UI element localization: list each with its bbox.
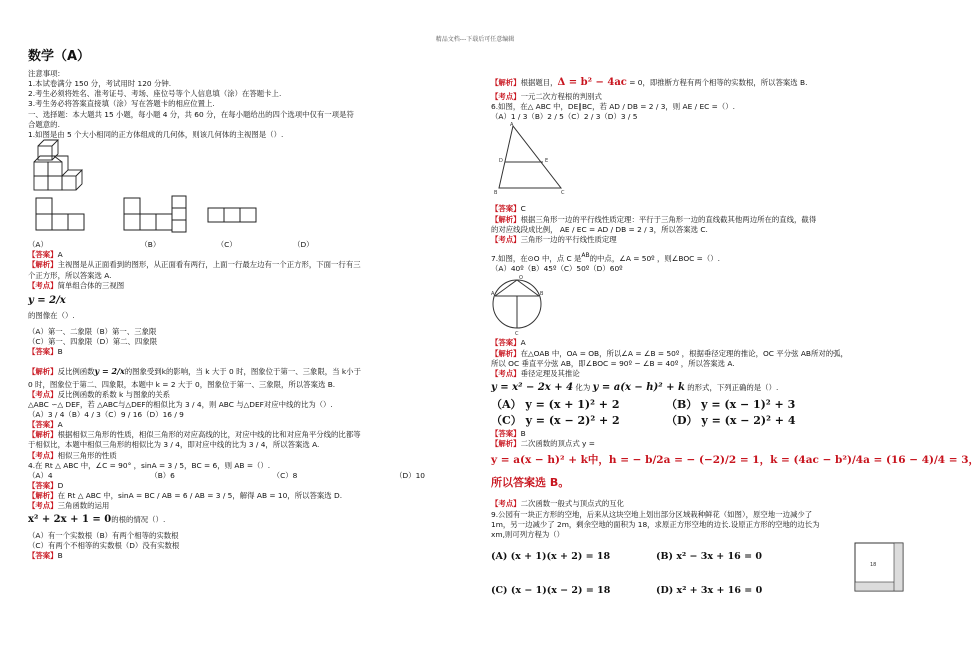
option-b: （B） y = (x − 1)² + 3 xyxy=(666,398,796,412)
right-column xyxy=(491,76,979,608)
label-d: D xyxy=(499,158,503,165)
notes-line: 1.本试卷满分 150 分，考试用时 120 分钟. xyxy=(28,79,172,89)
vertex-form-formula: y = a(x − h)² + k xyxy=(592,382,685,394)
analysis-tag: 【解析】 xyxy=(28,260,58,270)
q6-triangle-figure xyxy=(491,122,591,196)
key-point-tag: 【考点】 xyxy=(491,368,521,378)
analysis-text: 主视图是从正面看到的图形，从正面看有两行，上面一行最左边有一个正方形，下面一行有三 xyxy=(57,260,361,270)
question-stem: 7.如图，在⊙O 中，点 C 是 xyxy=(491,254,582,264)
key-point-text: 三角函数的运用 xyxy=(57,501,110,511)
option-d-figure xyxy=(208,208,256,222)
key-point-tag: 【考点】 xyxy=(28,280,58,290)
page-header: 精品文档---下载后可任意编辑 xyxy=(435,36,515,43)
label-o: O xyxy=(519,275,523,282)
analysis-text: 根据三角形一边的平行线性质定理：平行于三角形一边的直线截其他两边所在的直线，截得 xyxy=(520,214,817,224)
key-point-tag: 【考点】 xyxy=(491,92,521,101)
option-a: （A） y = (x + 1)² + 2 xyxy=(491,398,620,412)
question-options: （A）40º（B）45º（C）50º（D）60º xyxy=(491,264,623,274)
option-a-figure xyxy=(36,198,84,230)
analysis-text: 在 Rt △ ABC 中，sinA = BC / AB = 6 / AB = 3 / 5，解得 AB = 10，所以答案选 D. xyxy=(57,491,343,501)
option-a: （A） xyxy=(28,240,48,250)
answer-tag: 【答案】 xyxy=(491,429,521,439)
option-c: （C） xyxy=(216,240,237,250)
answer-tag: 【答案】 xyxy=(28,550,58,560)
question-stem: 9.公园有一块正方形的空地，后来从这块空地上划出部分区域栽种鲜花（如图），原空地一边减少了 xyxy=(491,509,813,519)
option-d: （D）10 xyxy=(395,470,425,480)
answer-value: A xyxy=(57,250,63,260)
analysis-text: 所以 OC 垂直平分弦 AB，即∠BOC = 90º − ∠B = 40º ，所以答案选 A. xyxy=(491,358,735,368)
option-b-figure xyxy=(124,198,172,230)
answer-tag: 【答案】 xyxy=(28,250,58,260)
key-point-tag: 【考点】 xyxy=(28,450,58,460)
question-stem: △ABC ∽△ DEF，若 △ABC与△DEF的相似比为 3 / 4，则 ABC 与△DEF对应中线的比为（）. xyxy=(28,399,333,409)
left-column xyxy=(28,46,465,561)
answer-tag: 【答案】 xyxy=(28,420,58,430)
label-b: B xyxy=(494,190,498,197)
answer-value: B xyxy=(57,550,63,560)
q2-formula: y = 2/x xyxy=(28,294,66,306)
notes-line: 注意事项: xyxy=(28,69,61,78)
key-point-text: 一元二次方程根的判别式 xyxy=(520,92,602,101)
option-c: （C）8 xyxy=(272,470,298,480)
label-e: E xyxy=(545,158,549,165)
page-title: 数学（A） xyxy=(28,49,91,64)
key-point-text: 简单组合体的三视图 xyxy=(57,280,125,290)
answer-value: A xyxy=(57,420,63,430)
answer-value: B xyxy=(520,429,526,439)
option-d: （D） y = (x − 2)² + 4 xyxy=(666,414,796,428)
option-a: （A）4 xyxy=(28,470,53,480)
notes-line: 合题意的. xyxy=(28,119,60,129)
answer-value: B xyxy=(57,347,63,357)
notes-line: 3.考生务必将答案直接填（涂）写在答题卡的相应位置上. xyxy=(28,99,215,109)
label-b: B xyxy=(540,291,544,298)
question-options: （A）第一、二象限（B）第一、三象限 xyxy=(28,327,157,337)
question-options: （A）3 / 4（B）4 / 3（C）9 / 16（D）16 / 9 xyxy=(28,409,184,419)
analysis-tag: 【解析】 xyxy=(491,439,521,449)
option-d: (D) x² + 3x + 16 = 0 xyxy=(656,584,763,596)
label-c: C xyxy=(561,190,565,197)
analysis-tag: 【解析】 xyxy=(28,491,58,501)
label-a: A xyxy=(491,291,495,298)
analysis-text: 的图象受到k的影响，当 k 大于 0 时，图象位于第一、三象限，当 k小于 xyxy=(124,366,361,376)
analysis-text: = 0，即推断方程有两个相等的实数根，所以答案选 B. xyxy=(626,78,808,87)
option-c-figure xyxy=(172,196,186,232)
question-options: （C）有两个不相等的实数根（D）没有实数根 xyxy=(28,540,180,550)
answer-tag: 【答案】 xyxy=(28,347,58,357)
key-point-text: 反比例函数的系数 k 与图象的关系 xyxy=(57,389,171,399)
analysis-text: 根据相似三角形的性质，相似三角形的对应高线的比，对应中线的比和对应角平分线的比都等 xyxy=(57,430,361,440)
key-point-text: 相似三角形的性质 xyxy=(57,450,117,460)
key-point-tag: 【考点】 xyxy=(28,501,58,511)
analysis-text: 个正方形，所以答案选 A. xyxy=(28,270,112,280)
q1-options xyxy=(28,240,465,250)
question-options: （A）1 / 3（B）2 / 5（C）2 / 3（D）3 / 5 xyxy=(491,112,638,122)
analysis-text: 在△OAB 中，OA = OB，所以∠A = ∠B = 50º ，根据垂径定理的推论，OC 平分弦 AB所对的弧， xyxy=(520,348,848,358)
answer-value: D xyxy=(57,481,64,491)
analysis-text: 根据题目， xyxy=(520,78,558,87)
answer-tag: 【答案】 xyxy=(491,204,521,214)
key-point-tag: 【考点】 xyxy=(491,499,521,509)
question-options: （C）第一、四象限（D）第二、四象限 xyxy=(28,337,158,347)
analysis-tag: 【解析】 xyxy=(28,366,58,376)
question-stem: 的中点，∠A = 50º ，则∠BOC =（）. xyxy=(589,254,721,264)
analysis-text: 反比例函数 xyxy=(57,366,95,376)
option-a: (A) (x + 1)(x + 2) = 18 xyxy=(491,550,611,562)
label-a: A xyxy=(510,122,514,129)
q5-formula: x² + 2x + 1 = 0 xyxy=(28,513,112,525)
question-stem: 的形式，下列正确的是（）. xyxy=(687,383,779,393)
q8-options-row xyxy=(491,397,923,413)
question-stem: 1m，另一边减少了 2m，剩余空地的面积为 18，求原正方形空地的边长.设原正方形的空地的边长为 xyxy=(491,519,820,529)
analysis-text: 二次函数的顶点式 y = xyxy=(520,439,595,449)
analysis-tag: 【解析】 xyxy=(491,78,521,87)
q8-options-row xyxy=(491,413,923,429)
key-point-text: 三角形一边的平行线性质定理 xyxy=(520,234,617,244)
arc-label: AB xyxy=(581,252,590,260)
option-c: （C） y = (x − 2)² + 2 xyxy=(491,414,620,428)
solution-conclusion: 所以答案选 B。 xyxy=(491,476,570,490)
option-d: （D） xyxy=(293,240,314,250)
key-point-text: 二次函数一般式与顶点式的互化 xyxy=(520,499,625,509)
analysis-text: 的对应线段成比例， AE / EC = AD / DB = 2 / 3，所以答案选 C. xyxy=(491,224,708,234)
key-point-text: 垂径定理及其推论 xyxy=(520,368,580,378)
q7-circle-figure xyxy=(491,274,591,336)
question-options: （A）有一个实数根（B）有两个相等的实数根 xyxy=(28,530,179,540)
option-b: （B）6 xyxy=(150,470,175,480)
label-c: C xyxy=(515,331,519,338)
question-stem: 的根的情况（）. xyxy=(111,514,166,524)
q9-square-figure xyxy=(854,542,906,598)
option-b: (B) x² − 3x + 16 = 0 xyxy=(656,550,762,562)
analysis-text: 0 时，图象位于第二、四象限，本题中 k = 2 大于 0，图象位于第一、三象限，所以答案选 B. xyxy=(28,379,336,389)
q1-figures xyxy=(28,140,465,252)
notes-line: 一、选择题：本大题共 15 小题，每小题 4 分，共 60 分，在每小题给出的四个选项中仅有一项是符 xyxy=(28,109,354,119)
answer-tag: 【答案】 xyxy=(28,481,58,491)
analysis-text: 于相似比，本题中相似三角形的相似比为 3 / 4，即对应中线的比为 3 / 4，所以答案选 A. xyxy=(28,440,320,450)
question-stem: 6.如图，在△ ABC 中，DE∥BC，若 AD / DB = 2 / 3，则 AE / EC =（）. xyxy=(491,102,735,112)
inline-formula: y = 2/x xyxy=(94,365,125,376)
notes-line: 2.考生必须将姓名、准考证号、考场、座位号等个人信息填（涂）在答题卡上. xyxy=(28,89,282,99)
option-b: （B） xyxy=(140,240,161,250)
key-point-tag: 【考点】 xyxy=(28,389,58,399)
question-stem: 4.在 Rt △ ABC 中，∠C = 90° ，sinA = 3 / 5，BC = 6，则 AB =（）. xyxy=(28,460,271,470)
q8-connector: 化为 xyxy=(575,383,591,393)
analysis-tag: 【解析】 xyxy=(491,348,521,358)
vertex-solution: y = a(x − h)² + k中，h = − b/2a = − (−2)/2 = 1，k = (4ac − b²)/4a = (16 − 4)/4 = 3， xyxy=(491,454,979,467)
area-label: 18 xyxy=(870,561,877,568)
answer-value: C xyxy=(520,204,526,214)
discriminant-formula: Δ = b² − 4ac xyxy=(557,77,627,88)
question-stem: xm,则可列方程为（） xyxy=(491,529,565,539)
question-stem: 1.如图是由 5 个大小相同的正方体组成的几何体，则该几何体的主视图是（）. xyxy=(28,129,284,139)
answer-value: A xyxy=(520,338,526,348)
analysis-tag: 【解析】 xyxy=(491,214,521,224)
cube-solid-figure xyxy=(34,140,82,190)
key-point-tag: 【考点】 xyxy=(491,234,521,244)
question-options xyxy=(28,471,465,481)
q8-formula: y = x² − 2x + 4 xyxy=(491,382,574,394)
option-c: (C) (x − 1)(x − 2) = 18 xyxy=(491,584,611,596)
analysis-tag: 【解析】 xyxy=(28,430,58,440)
answer-tag: 【答案】 xyxy=(491,338,521,348)
question-stem: 的图像在（）. xyxy=(28,310,75,320)
